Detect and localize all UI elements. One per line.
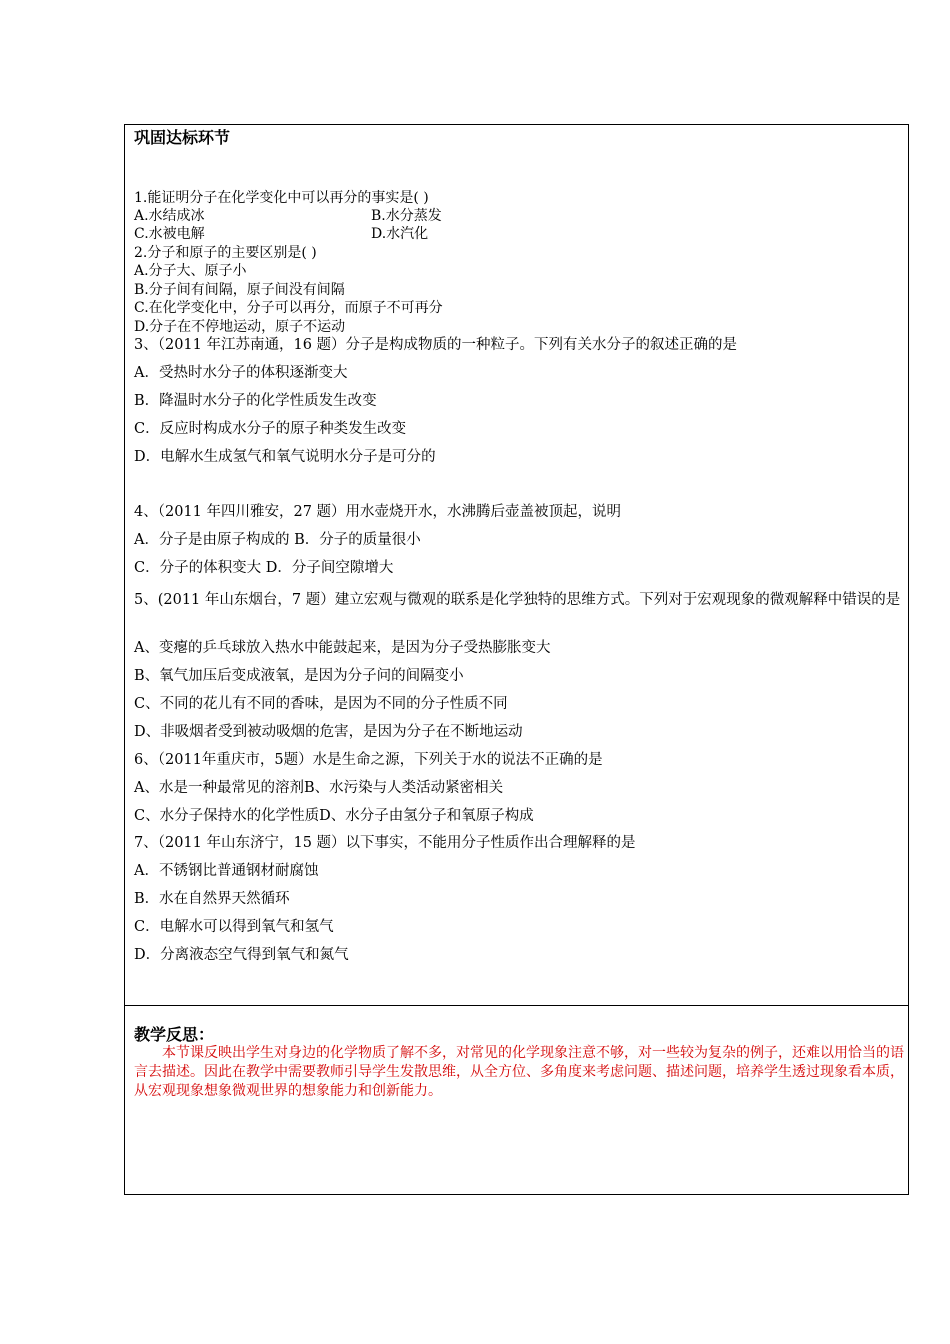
q2-option-a: A.分子大、原子小 xyxy=(134,263,247,279)
q7-option-b: B．水在自然界天然循环 xyxy=(134,891,290,907)
reflection-body: 本节课反映出学生对身边的化学物质了解不多，对常见的化学现象注意不够，对一些较为复杂的例子，还难以用恰当的语言去描述。因此在教学中需要教师引导学生发散思维，从全方位、多角度来考虑问题、描述问题，培养学生透过现象看本质，从宏观现象想象微观世界的想象能力和创新能力。 xyxy=(134,1045,904,1099)
q5-option-c: C、不同的花儿有不同的香味，是因为不同的分子性质不同 xyxy=(134,696,508,712)
q3-option-c: C．反应时构成水分子的原子种类发生改变 xyxy=(134,421,407,437)
q7-option-d: D．分离液态空气得到氧气和氮气 xyxy=(134,947,349,963)
q3-option-b: B．降温时水分子的化学性质发生改变 xyxy=(134,393,377,409)
q4-options-ab: A．分子是由原子构成的 B．分子的质量很小 xyxy=(134,532,421,548)
section-divider xyxy=(125,1005,908,1006)
q2-option-d: D.分子在不停地运动，原子不运动 xyxy=(134,319,346,335)
q1-stem: 1.能证明分子在化学变化中可以再分的事实是( ) xyxy=(134,190,429,206)
q3-option-d: D．电解水生成氢气和氧气说明水分子是可分的 xyxy=(134,449,436,465)
q5-option-b: B、氧气加压后变成液氧，是因为分子问的间隔变小 xyxy=(134,668,464,684)
content-table xyxy=(124,124,909,1195)
q2-stem: 2.分子和原子的主要区别是( ) xyxy=(134,245,317,261)
q4-stem: 4、（2011 年四川雅安，27 题）用水壶烧开水，水沸腾后壶盖被顶起，说明 xyxy=(134,504,622,520)
q6-stem: 6、（2011年重庆市，5题）水是生命之源，下列关于水的说法不正确的是 xyxy=(134,752,603,768)
section-title-consolidation: 巩固达标环节 xyxy=(134,128,231,147)
q7-option-a: A．不锈钢比普通钢材耐腐蚀 xyxy=(134,863,319,879)
q1-option-a: A.水结成冰 xyxy=(134,208,205,224)
q5-option-d: D、非吸烟者受到被动吸烟的危害，是因为分子在不断地运动 xyxy=(134,724,523,740)
q7-option-c: C．电解水可以得到氧气和氢气 xyxy=(134,919,334,935)
q4-options-cd: C．分子的体积变大 D．分子间空隙增大 xyxy=(134,560,394,576)
q3-option-a: A．受热时水分子的体积逐渐变大 xyxy=(134,365,348,381)
q5-stem: 5、(2011 年山东烟台，7 题）建立宏观与微观的联系是化学独特的思维方式。下列对于宏观现象的微观解释中错误的是 xyxy=(134,592,901,608)
q1-option-b: B.水分蒸发 xyxy=(371,208,442,224)
q2-option-b: B.分子间有间隔，原子间没有间隔 xyxy=(134,282,345,298)
q6-options-ab: A、水是一种最常见的溶剂B、水污染与人类活动紧密相关 xyxy=(134,780,504,796)
q6-options-cd: C、水分子保持水的化学性质D、水分子由氢分子和氧原子构成 xyxy=(134,808,534,824)
q5-option-a: A、变瘪的乒乓球放入热水中能鼓起来，是因为分子受热膨胀变大 xyxy=(134,640,551,656)
q1-option-d: D.水汽化 xyxy=(371,226,429,242)
q2-option-c: C.在化学变化中，分子可以再分，而原子不可再分 xyxy=(134,300,443,316)
q1-option-c: C.水被电解 xyxy=(134,226,205,242)
q7-stem: 7、（2011 年山东济宁，15 题）以下事实，不能用分子性质作出合理解释的是 xyxy=(134,835,636,851)
section-title-reflection: 教学反思： xyxy=(134,1025,215,1044)
q3-stem: 3、（2011 年江苏南通，16 题）分子是构成物质的一种粒子。下列有关水分子的叙述正确的是 xyxy=(134,337,738,353)
